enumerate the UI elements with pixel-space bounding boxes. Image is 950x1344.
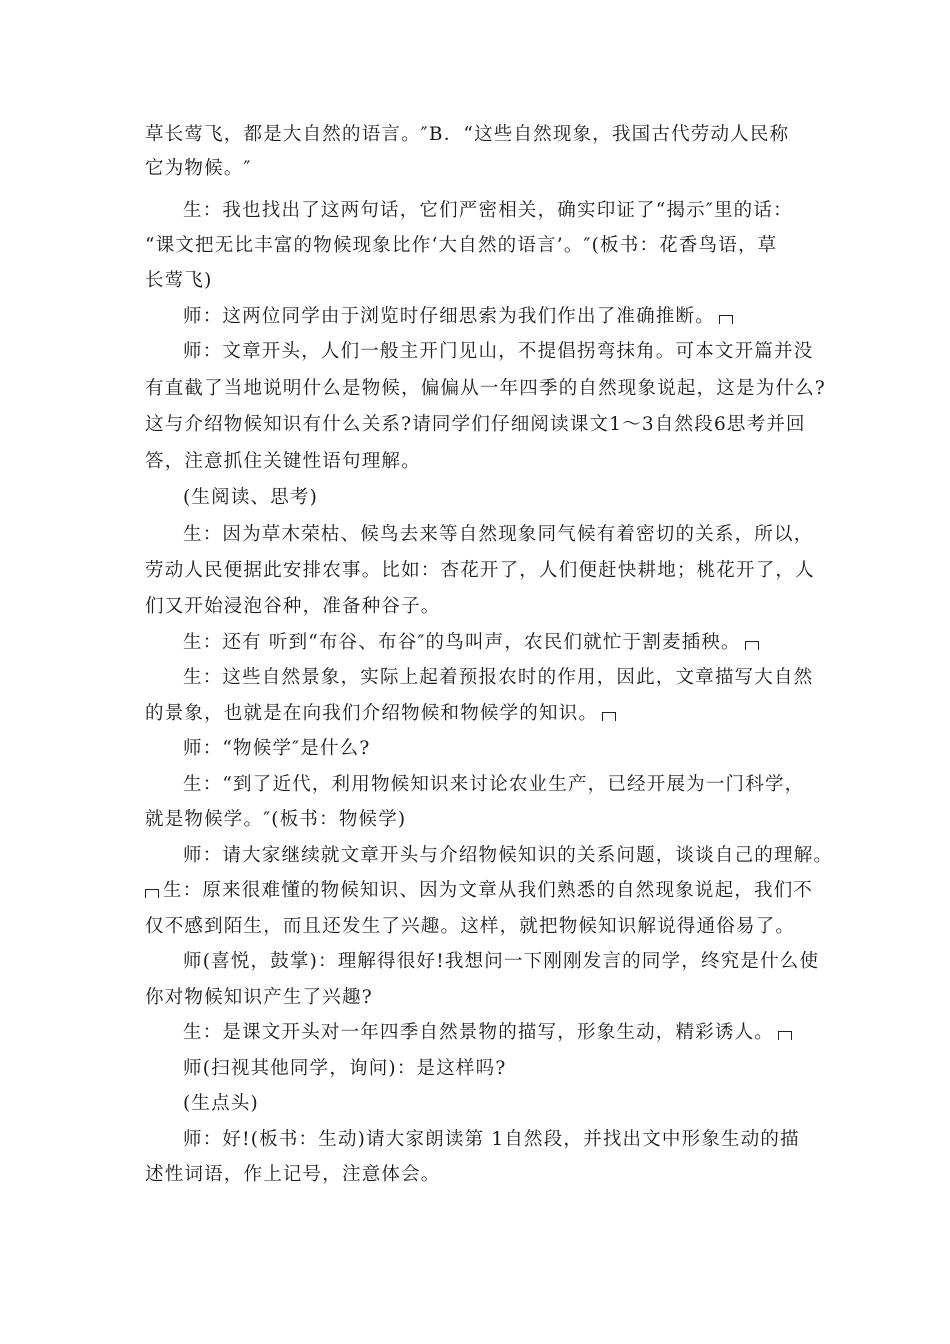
text-line xyxy=(0,915,950,939)
revision-mark-icon xyxy=(145,889,159,898)
text-line xyxy=(0,486,950,510)
line-text: 生：还有 听到“布谷、布谷″的鸟叫声，农民们就忙于割麦插秧。 xyxy=(183,632,741,653)
text-line xyxy=(0,523,950,547)
line-text: 你对物候知识产生了兴趣? xyxy=(145,987,373,1008)
text-line xyxy=(0,269,950,293)
text-line xyxy=(0,631,950,655)
text-line xyxy=(0,234,950,258)
line-text: 生：“到了近代，利用物候知识来讨论农业生产，已经开展为一门科学， xyxy=(183,774,805,795)
text-line xyxy=(0,377,950,401)
text-line xyxy=(0,844,950,868)
text-line xyxy=(0,199,950,223)
line-text: 师：这两位同学由于浏览时仔细思索为我们作出了准确推断。 xyxy=(183,306,715,327)
line-text: (生阅读、思考) xyxy=(183,487,319,508)
revision-mark-icon xyxy=(719,315,733,324)
line-text: 生：这些自然景象，实际上起着预报农时的作用，因此，文章描写大自然 xyxy=(183,667,814,688)
line-text: 仅不感到陌生，而且还发生了兴趣。这样，就把物候知识解说得通俗易了。 xyxy=(145,916,796,937)
text-line xyxy=(0,340,950,364)
line-text: 师：好!(板书：生动)请大家朗读第 1自然段，并找出文中形象生动的描 xyxy=(183,1129,800,1150)
text-line xyxy=(0,808,950,832)
text-line xyxy=(0,1057,950,1081)
line-text: 它为物候。″ xyxy=(145,158,252,179)
revision-mark-icon xyxy=(778,1031,792,1040)
text-line xyxy=(0,773,950,797)
text-line xyxy=(0,1021,950,1045)
text-line xyxy=(0,950,950,974)
text-line xyxy=(0,879,950,903)
text-line xyxy=(0,157,950,181)
text-line xyxy=(0,1092,950,1116)
line-text: 生：是课文开头对一年四季自然景物的描写，形象生动，精彩诱人。 xyxy=(183,1022,775,1043)
text-line xyxy=(0,986,950,1010)
text-line xyxy=(0,737,950,761)
line-text: (生点头) xyxy=(183,1093,259,1114)
line-text: 长莺飞) xyxy=(145,270,213,291)
text-line xyxy=(0,666,950,690)
line-text: 生：因为草木荣枯、候鸟去来等自然现象同气候有着密切的关系，所以， xyxy=(183,524,814,545)
revision-mark-icon xyxy=(602,712,616,721)
line-text: 们又开始浸泡谷种，准备种谷子。 xyxy=(145,596,441,617)
text-line xyxy=(0,595,950,619)
line-text: 生：原来很难懂的物候知识、因为文章从我们熟悉的自然现象说起，我们不 xyxy=(163,880,814,901)
line-text: 师：文章开头，人们一般主开门见山，不提倡拐弯抹角。可本文开篇并没 xyxy=(183,341,814,362)
line-text: 师：“物候学″是什么? xyxy=(183,738,371,759)
text-line xyxy=(0,559,950,583)
line-text: 的景象，也就是在向我们介绍物候和物候学的知识。 xyxy=(145,703,599,724)
text-line xyxy=(0,1163,950,1187)
text-line xyxy=(0,123,950,147)
line-text: 有直截了当地说明什么是物候，偏偏从一年四季的自然现象说起，这是为什么? xyxy=(145,378,826,399)
line-text: 劳动人民便据此安排农事。比如：杏花开了，人们便赶快耕地；桃花开了，人 xyxy=(145,560,815,581)
text-line xyxy=(0,305,950,329)
line-text: 生：我也找出了这两句话，它们严密相关，确实印证了“揭示″里的话： xyxy=(183,200,793,221)
line-text: 师：请大家继续就文章开头与介绍物候知识的关系问题，谈谈自己的理解。 xyxy=(183,845,834,866)
line-text: 师(喜悦，鼓掌)：理解得很好!我想问一下刚刚发言的同学，终究是什么使 xyxy=(183,951,820,972)
line-text: 答，注意抓住关键性语句理解。 xyxy=(145,451,421,472)
text-line xyxy=(0,702,950,726)
line-text: 草长莺飞，都是大自然的语言。″B．“这些自然现象，我国古代劳动人民称 xyxy=(145,124,790,145)
line-text: 述性词语，作上记号，注意体会。 xyxy=(145,1164,441,1185)
line-text: 师(扫视其他同学，询问)：是这样吗? xyxy=(183,1058,507,1079)
revision-mark-icon xyxy=(745,641,759,650)
text-line xyxy=(0,413,950,437)
text-line xyxy=(0,450,950,474)
text-line xyxy=(0,1128,950,1152)
line-text: 这与介绍物候知识有什么关系?请同学们仔细阅读课文1～3自然段6思考并回 xyxy=(145,414,806,435)
line-text: 就是物候学。″(板书：物候学) xyxy=(145,809,407,830)
line-text: “课文把无比丰富的物候现象比作‘大自然的语言’。″(板书：花香鸟语，草 xyxy=(145,235,778,256)
